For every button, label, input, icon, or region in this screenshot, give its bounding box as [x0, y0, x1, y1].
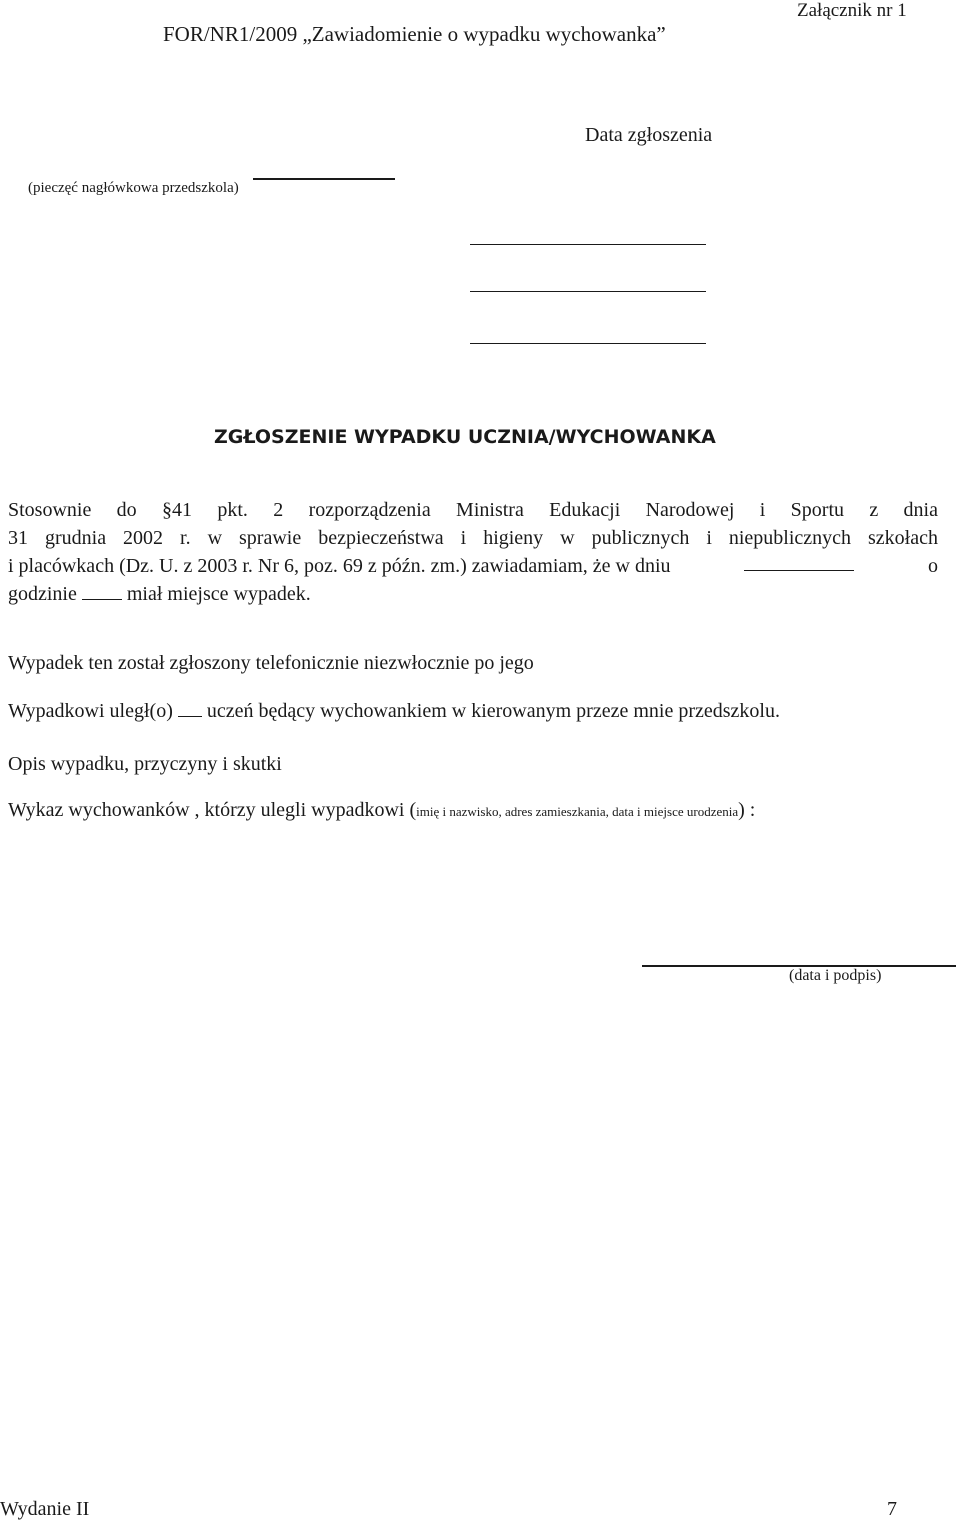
address-line-2[interactable]	[470, 291, 706, 292]
address-line-3[interactable]	[470, 343, 706, 344]
form-title: FOR/NR1/2009 „Zawiadomienie o wypadku wychowanka”	[163, 22, 666, 46]
date-blank[interactable]	[744, 552, 854, 571]
annex-label: Załącznik nr 1	[797, 0, 907, 21]
body-line-3-end: o	[928, 555, 938, 577]
list-line	[8, 799, 755, 822]
date-label: Data zgłoszenia	[585, 124, 713, 146]
reported-line: Wypadek ten został zgłoszony telefonicznie niezwłocznie po jego	[8, 652, 534, 674]
body-line-4-text: godzinie	[8, 583, 77, 605]
victim-blank[interactable]	[178, 698, 202, 717]
edition-label: Wydanie II	[0, 1498, 90, 1520]
list-line-details: imię i nazwisko, adres zamieszkania, data i miejsce urodzenia	[416, 804, 739, 819]
body-line-3	[8, 552, 938, 580]
body-line-4	[8, 580, 938, 608]
stamp-line	[253, 178, 395, 180]
body-line-4-end: miał miejsce wypadek.	[126, 583, 311, 605]
notification-paragraph	[8, 496, 938, 608]
list-line-end: ) :	[738, 799, 756, 821]
description-line: Opis wypadku, przyczyny i skutki	[8, 753, 282, 775]
hour-blank[interactable]	[82, 581, 122, 600]
list-line-start: Wykaz wychowanków , którzy ulegli wypadkowi (	[8, 799, 417, 821]
body-line-3-text: i placówkach (Dz. U. z 2003 r. Nr 6, poz. 69 z późn. zm.) zawiadamiam, że w dniu	[8, 555, 671, 577]
victim-line-start: Wypadkowi uległ(o)	[8, 700, 173, 722]
address-line-1[interactable]	[470, 244, 706, 245]
body-line-2: 31 grudnia 2002 r. w sprawie bezpieczeństwa i higieny w publicznych i niepublicznych szkołach	[8, 527, 938, 549]
victim-line-end: uczeń będący wychowankiem w kierowanym przeze mnie przedszkolu.	[206, 700, 780, 722]
signature-caption: (data i podpis)	[789, 967, 882, 984]
body-line-1: Stosownie do §41 pkt. 2 rozporządzenia Ministra Edukacji Narodowej i Sportu z dnia	[8, 499, 938, 521]
victim-line	[8, 698, 780, 723]
page-number: 7	[887, 1498, 897, 1520]
document-title: ZGŁOSZENIE WYPADKU UCZNIA/WYCHOWANKA	[214, 426, 716, 448]
stamp-caption: (pieczęć nagłówkowa przedszkola)	[28, 180, 239, 196]
